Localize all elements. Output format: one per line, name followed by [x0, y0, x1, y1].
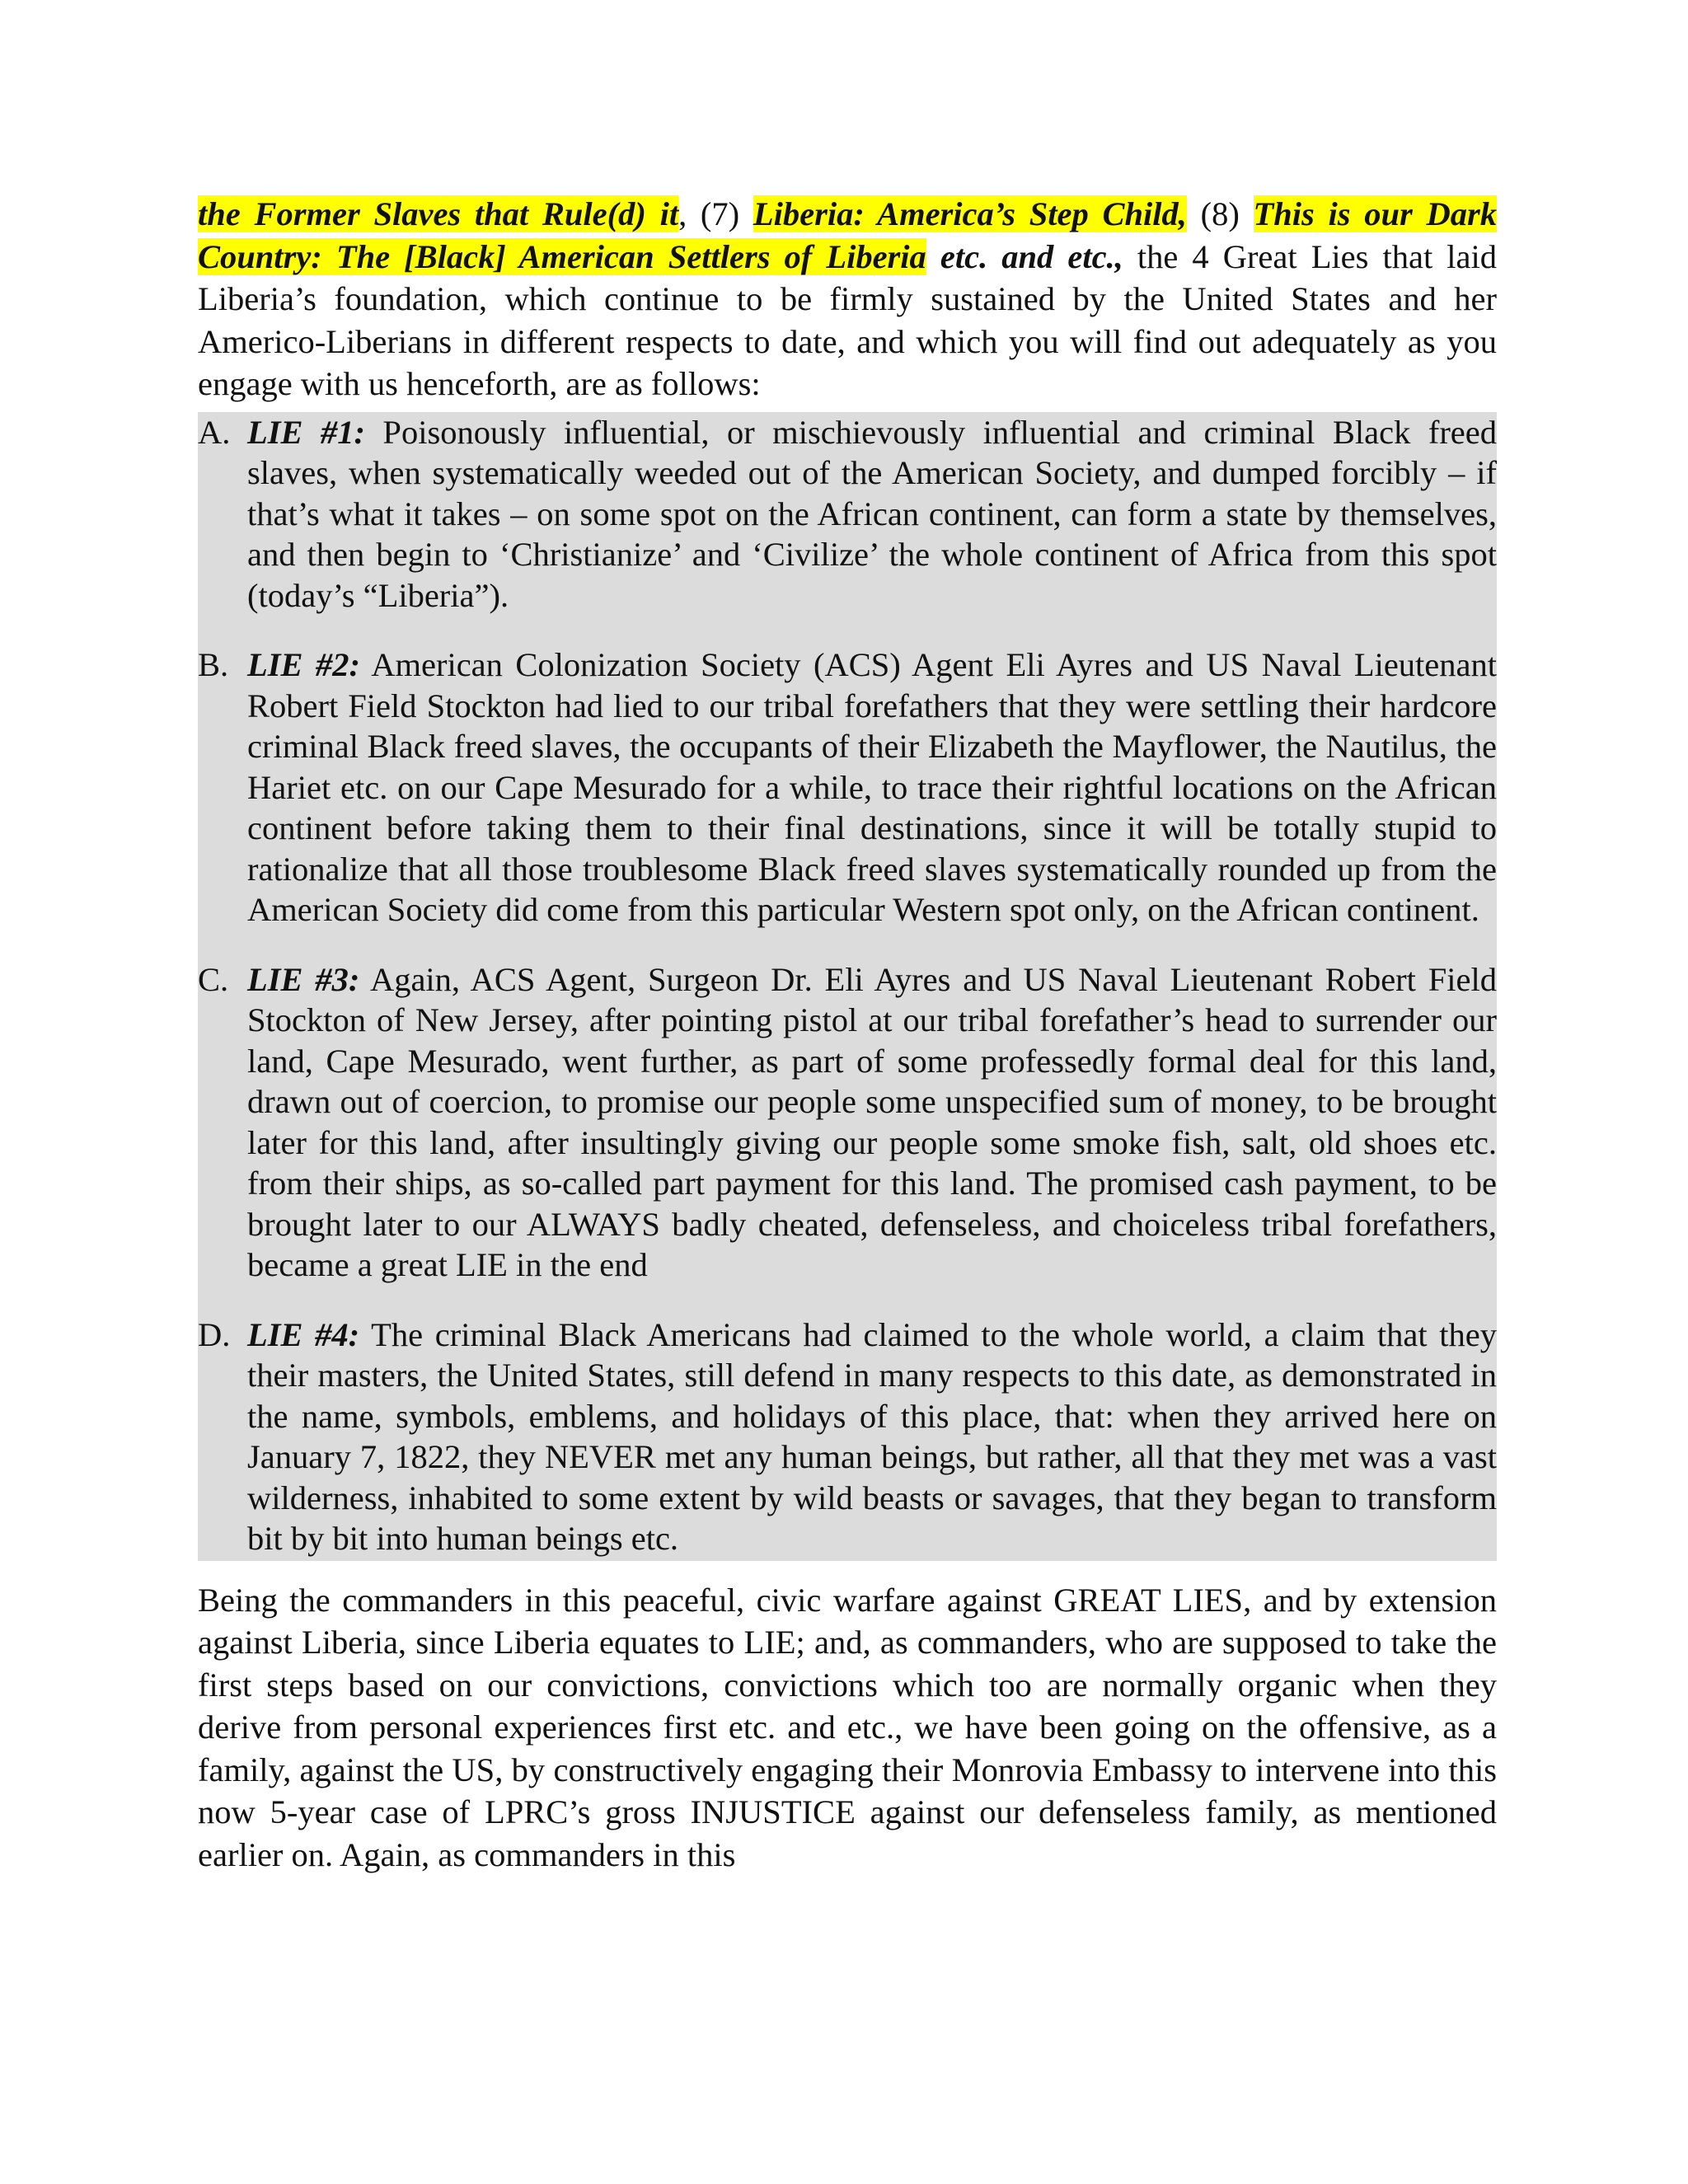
lie-text: American Colonization Society (ACS) Agent Eli Ayres and US Naval Lieutenant Robert Field Stockton had lied to our tribal forefathers that they were settling their hardcore criminal Black freed slaves, the occupants of their Elizabeth the Mayflower, the Nautilus, the Hariet etc. on our Cape Mesurado for a while, to trace their rightful locations on the African continent before taking them to their final destinations, since it will be totally stupid to rationalize that all those troublesome Black freed slaves systematically rounded up from the American Society did come from this particular Western spot only, on the African continent.: [247, 646, 1497, 928]
lie-item-a: [198, 412, 1497, 645]
lies-list: [198, 412, 1497, 1561]
lie-text: Poisonously influential, or mischievously influential and criminal Black freed slaves, when systematically weeded out of the American Society, and dumped forcibly – if that’s what it takes – on some spot on the African continent, can form a state by themselves, and then begin to ‘Christianize’ and ‘Civilize’ the whole continent of Africa from this spot (today’s “Liberia”).: [247, 413, 1498, 614]
intro-body-text: the 4 Great Lies that laid Liberia’s foundation, which continue to be firmly sustained by the United States and her Americo-Liberians in different respects to date, and which you will find out adequately as you engage with us henceforth, are as follows:: [198, 237, 1497, 402]
lie-label: LIE #1:: [247, 413, 365, 451]
lie-letter: A.: [198, 413, 231, 451]
intro-paragraph: [198, 193, 1497, 405]
lie-label: LIE #4:: [247, 1315, 360, 1353]
lie-letter: B.: [198, 646, 229, 683]
lie-item-c: [198, 959, 1497, 1315]
highlighted-title-3: This is our Dark Country: The [Black] American Settlers of Liberia: [198, 195, 1497, 275]
closing-paragraph: Being the commanders in this peaceful, civic warfare against GREAT LIES, and by extension against Liberia, since Liberia equates to LIE; and, as commanders, who are supposed to take the first steps based on our convictions, convictions which too are normally organic when they derive from personal experiences first etc. and etc., we have been going on the offensive, as a family, against the US, by constructively engaging their Monrovia Embassy to intervene into this now 5-year case of LPRC’s gross INJUSTICE against our defenseless family, as mentioned earlier on. Again, as commanders in this: [198, 1581, 1497, 1873]
lie-label: LIE #2:: [247, 646, 360, 683]
lie-item-d: [198, 1315, 1497, 1561]
lie-letter: D.: [198, 1315, 231, 1353]
highlighted-title-1: the Former Slaves that Rule(d) it: [198, 195, 679, 232]
lie-letter: C.: [198, 960, 229, 998]
lie-text: The criminal Black Americans had claimed to the whole world, a claim that they their masters, the United States, still defend in many respects to this date, as demonstrated in the name, symbols, emblems, and holidays of this place, that: when they arrived here on January 7, 1822, they NEVER met any human beings, but rather, all that they met was a vast wilderness, inhabited to some extent by wild beasts or savages, that they began to transform bit by bit into human beings etc.: [247, 1315, 1497, 1557]
lie-label: LIE #3:: [247, 960, 360, 998]
lie-text: Again, ACS Agent, Surgeon Dr. Eli Ayres and US Naval Lieutenant Robert Field Stockton of New Jersey, after pointing pistol at our tribal forefather’s head to surrender our land, Cape Mesurado, went further, as part of some professedly formal deal for this land, drawn out of coercion, to promise our people some unspecified sum of money, to be brought later for this land, after insultingly giving our people some smoke fish, salt, old shoes etc. from their ships, as so-called part payment for this land. The promised cash payment, to be brought later to our ALWAYS badly cheated, defenseless, and choiceless tribal forefathers, became a great LIE in the end: [247, 960, 1498, 1283]
lie-item-b: [198, 644, 1497, 959]
intro-separator-1: , (7): [678, 195, 753, 232]
intro-separator-2: (8): [1186, 195, 1254, 232]
intro-bold-tail: etc. and etc.,: [926, 237, 1123, 275]
page-content: [198, 193, 1497, 1876]
highlighted-title-2: Liberia: America’s Step Child,: [753, 195, 1187, 232]
